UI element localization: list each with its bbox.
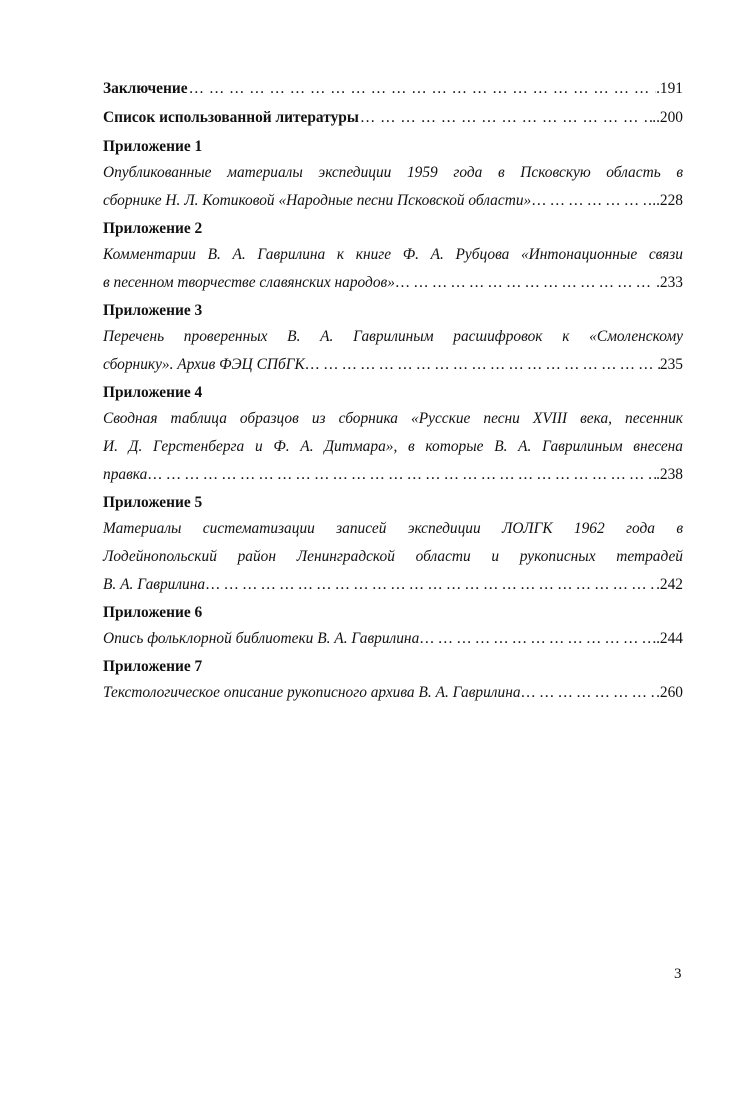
toc-entry-page: .242 — [656, 576, 683, 593]
appendix-heading: Приложение 4 — [103, 384, 203, 401]
appendix-heading: Приложение 2 — [103, 220, 203, 237]
appendix-heading: Приложение 3 — [103, 302, 203, 319]
toc-entry-appendix-4 — [103, 464, 683, 492]
page-number: 3 — [674, 966, 682, 982]
toc-entry-label: в песенном творчестве славянских народов» — [103, 274, 395, 291]
toc-entry-label: Заключение — [103, 80, 188, 97]
appendix-heading: Приложение 1 — [103, 138, 203, 155]
toc-entry-appendix-7 — [103, 682, 683, 710]
dot-leader — [147, 464, 656, 485]
toc-entry-appendix-6 — [103, 628, 683, 656]
toc-entry-label: правка — [103, 466, 148, 483]
toc-entry-conclusion — [103, 78, 683, 107]
toc-entry-label: сборнике Н. Л. Котиковой «Народные песни Псковской области» — [103, 192, 532, 209]
toc-entry-page: .233 — [656, 274, 683, 291]
toc-entry-page: .191 — [656, 80, 683, 97]
dot-leader — [305, 354, 660, 375]
toc-entry-page: ..200 — [652, 109, 683, 126]
dot-leader — [395, 272, 656, 293]
appendix-heading: Приложение 6 — [103, 604, 203, 621]
toc-entry-bibliography — [103, 107, 683, 136]
dot-leader — [531, 190, 652, 211]
appendix-description-line: Сводная таблица образцов из сборника «Русские песни XVIII века, песенник — [103, 410, 683, 427]
toc-entry-page: .244 — [656, 630, 683, 647]
toc-entry-appendix-3 — [103, 354, 683, 382]
toc-entry-label: Опись фольклорной библиотеки В. А. Гаврилина — [103, 630, 420, 647]
toc-entry-appendix-5 — [103, 574, 683, 602]
dot-leader — [188, 78, 656, 99]
appendix-heading: Приложение 5 — [103, 494, 203, 511]
appendix-heading: Приложение 7 — [103, 658, 203, 675]
toc-entry-page: 235 — [659, 356, 683, 373]
dot-leader — [205, 574, 656, 595]
appendix-description-line: Опубликованные материалы экспедиции 1959 года в Псковскую область в — [103, 164, 683, 181]
toc-entry-label: сборнику». Архив ФЭЦ СПбГК — [103, 356, 305, 373]
toc-entry-label: Список использованной литературы — [103, 109, 359, 126]
toc-entry-appendix-2 — [103, 272, 683, 300]
toc-entry-page: .260 — [656, 684, 683, 701]
toc-entry-page: ..228 — [652, 192, 683, 209]
toc-entry-label: В. А. Гаврилина — [103, 576, 206, 593]
toc-entry-appendix-1 — [103, 190, 683, 218]
appendix-description-line: Комментарии В. А. Гаврилина к книге Ф. А. Рубцова «Интонационные связи — [103, 246, 683, 263]
appendix-description-line: Материалы систематизации записей экспедиции ЛОЛГК 1962 года в — [103, 520, 683, 537]
dot-leader — [359, 107, 652, 128]
appendix-description-line: И. Д. Герстенберга и Ф. А. Дитмара», в которые В. А. Гаврилиным внесена — [103, 438, 683, 455]
dot-leader — [521, 682, 657, 703]
table-of-contents — [103, 78, 683, 710]
dot-leader — [419, 628, 656, 649]
toc-entry-label: Текстологическое описание рукописного архива В. А. Гаврилина — [103, 684, 521, 701]
toc-entry-page: .238 — [656, 466, 683, 483]
appendix-description-line: Лодейнопольский район Ленинградской области и рукописных тетрадей — [103, 548, 683, 565]
appendix-description-line: Перечень проверенных В. А. Гаврилиным расшифровок к «Смоленскому — [103, 328, 683, 345]
